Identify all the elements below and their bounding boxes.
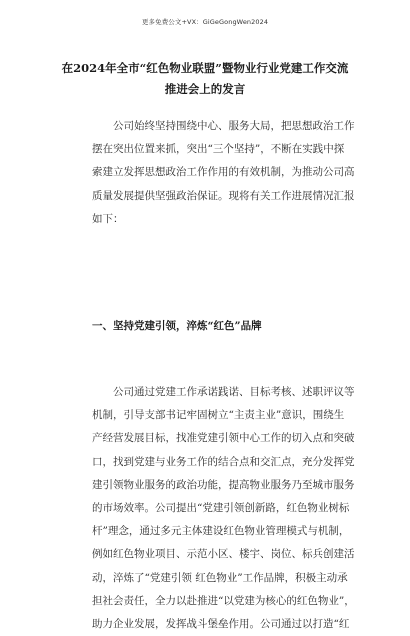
section-line: 机制，引导支部书记牢固树立“主责主业”意识，围绕生: [92, 409, 345, 422]
section-line: 例如红色物业项目、示范小区、楼宇、岗位、标兵创建活: [92, 548, 355, 561]
section-line: 产经营发展目标，找准党建引领中心工作的切入点和突破: [92, 432, 355, 445]
section-paragraph: [92, 381, 355, 636]
section-line: 建引领物业服务的政治功能，提高物业服务乃至城市服务: [92, 478, 355, 491]
header-promo-note: 更多免费公文+VX：GiGeGongWen2024: [141, 18, 269, 26]
section-line: 助力企业发展，发挥战斗堡垒作用。公司通过以打造“红: [92, 617, 350, 630]
title-line-1: 在2024年全市“红色物业联盟”暨物业行业党建工作交流: [61, 61, 349, 75]
section-line: 担社会责任，全力以赴推进“以党建为核心的红色物业”，: [92, 594, 355, 607]
intro-line: 如下：: [92, 212, 124, 225]
section-line: 杆”理念，通过多元主体建设红色物业管理模式与机制，: [92, 525, 350, 538]
section-line: 动，淬炼了“党建引领 红色物业”工作品牌，积极主动承: [92, 571, 348, 584]
intro-paragraph: [92, 115, 355, 231]
intro-line: 索建立发挥思想政治工作作用的有效机制，为推动公司高: [92, 166, 355, 179]
section-line: 公司通过党建工作承诺践诺、目标考核、述职评议等: [113, 386, 355, 398]
intro-line: 摆在突出位置来抓，突出“三个坚持”，不断在实践中探: [92, 143, 345, 156]
document-title: [46, 58, 364, 100]
section-line: 口，找到党建与业务工作的结合点和交汇点，充分发挥党: [92, 455, 355, 468]
intro-line: 质量发展提供坚强政治保证。现将有关工作进展情况汇报: [92, 189, 355, 202]
section-line: 的市场效率。公司提出“党建引领创新路，红色物业树标: [92, 501, 350, 514]
title-line-2: 推进会上的发言: [164, 82, 246, 96]
intro-line: 公司始终坚持围绕中心、服务大局，把思想政治工作: [113, 120, 355, 132]
section-heading: 一、坚持党建引领，淬炼“红色”品牌: [92, 320, 262, 332]
